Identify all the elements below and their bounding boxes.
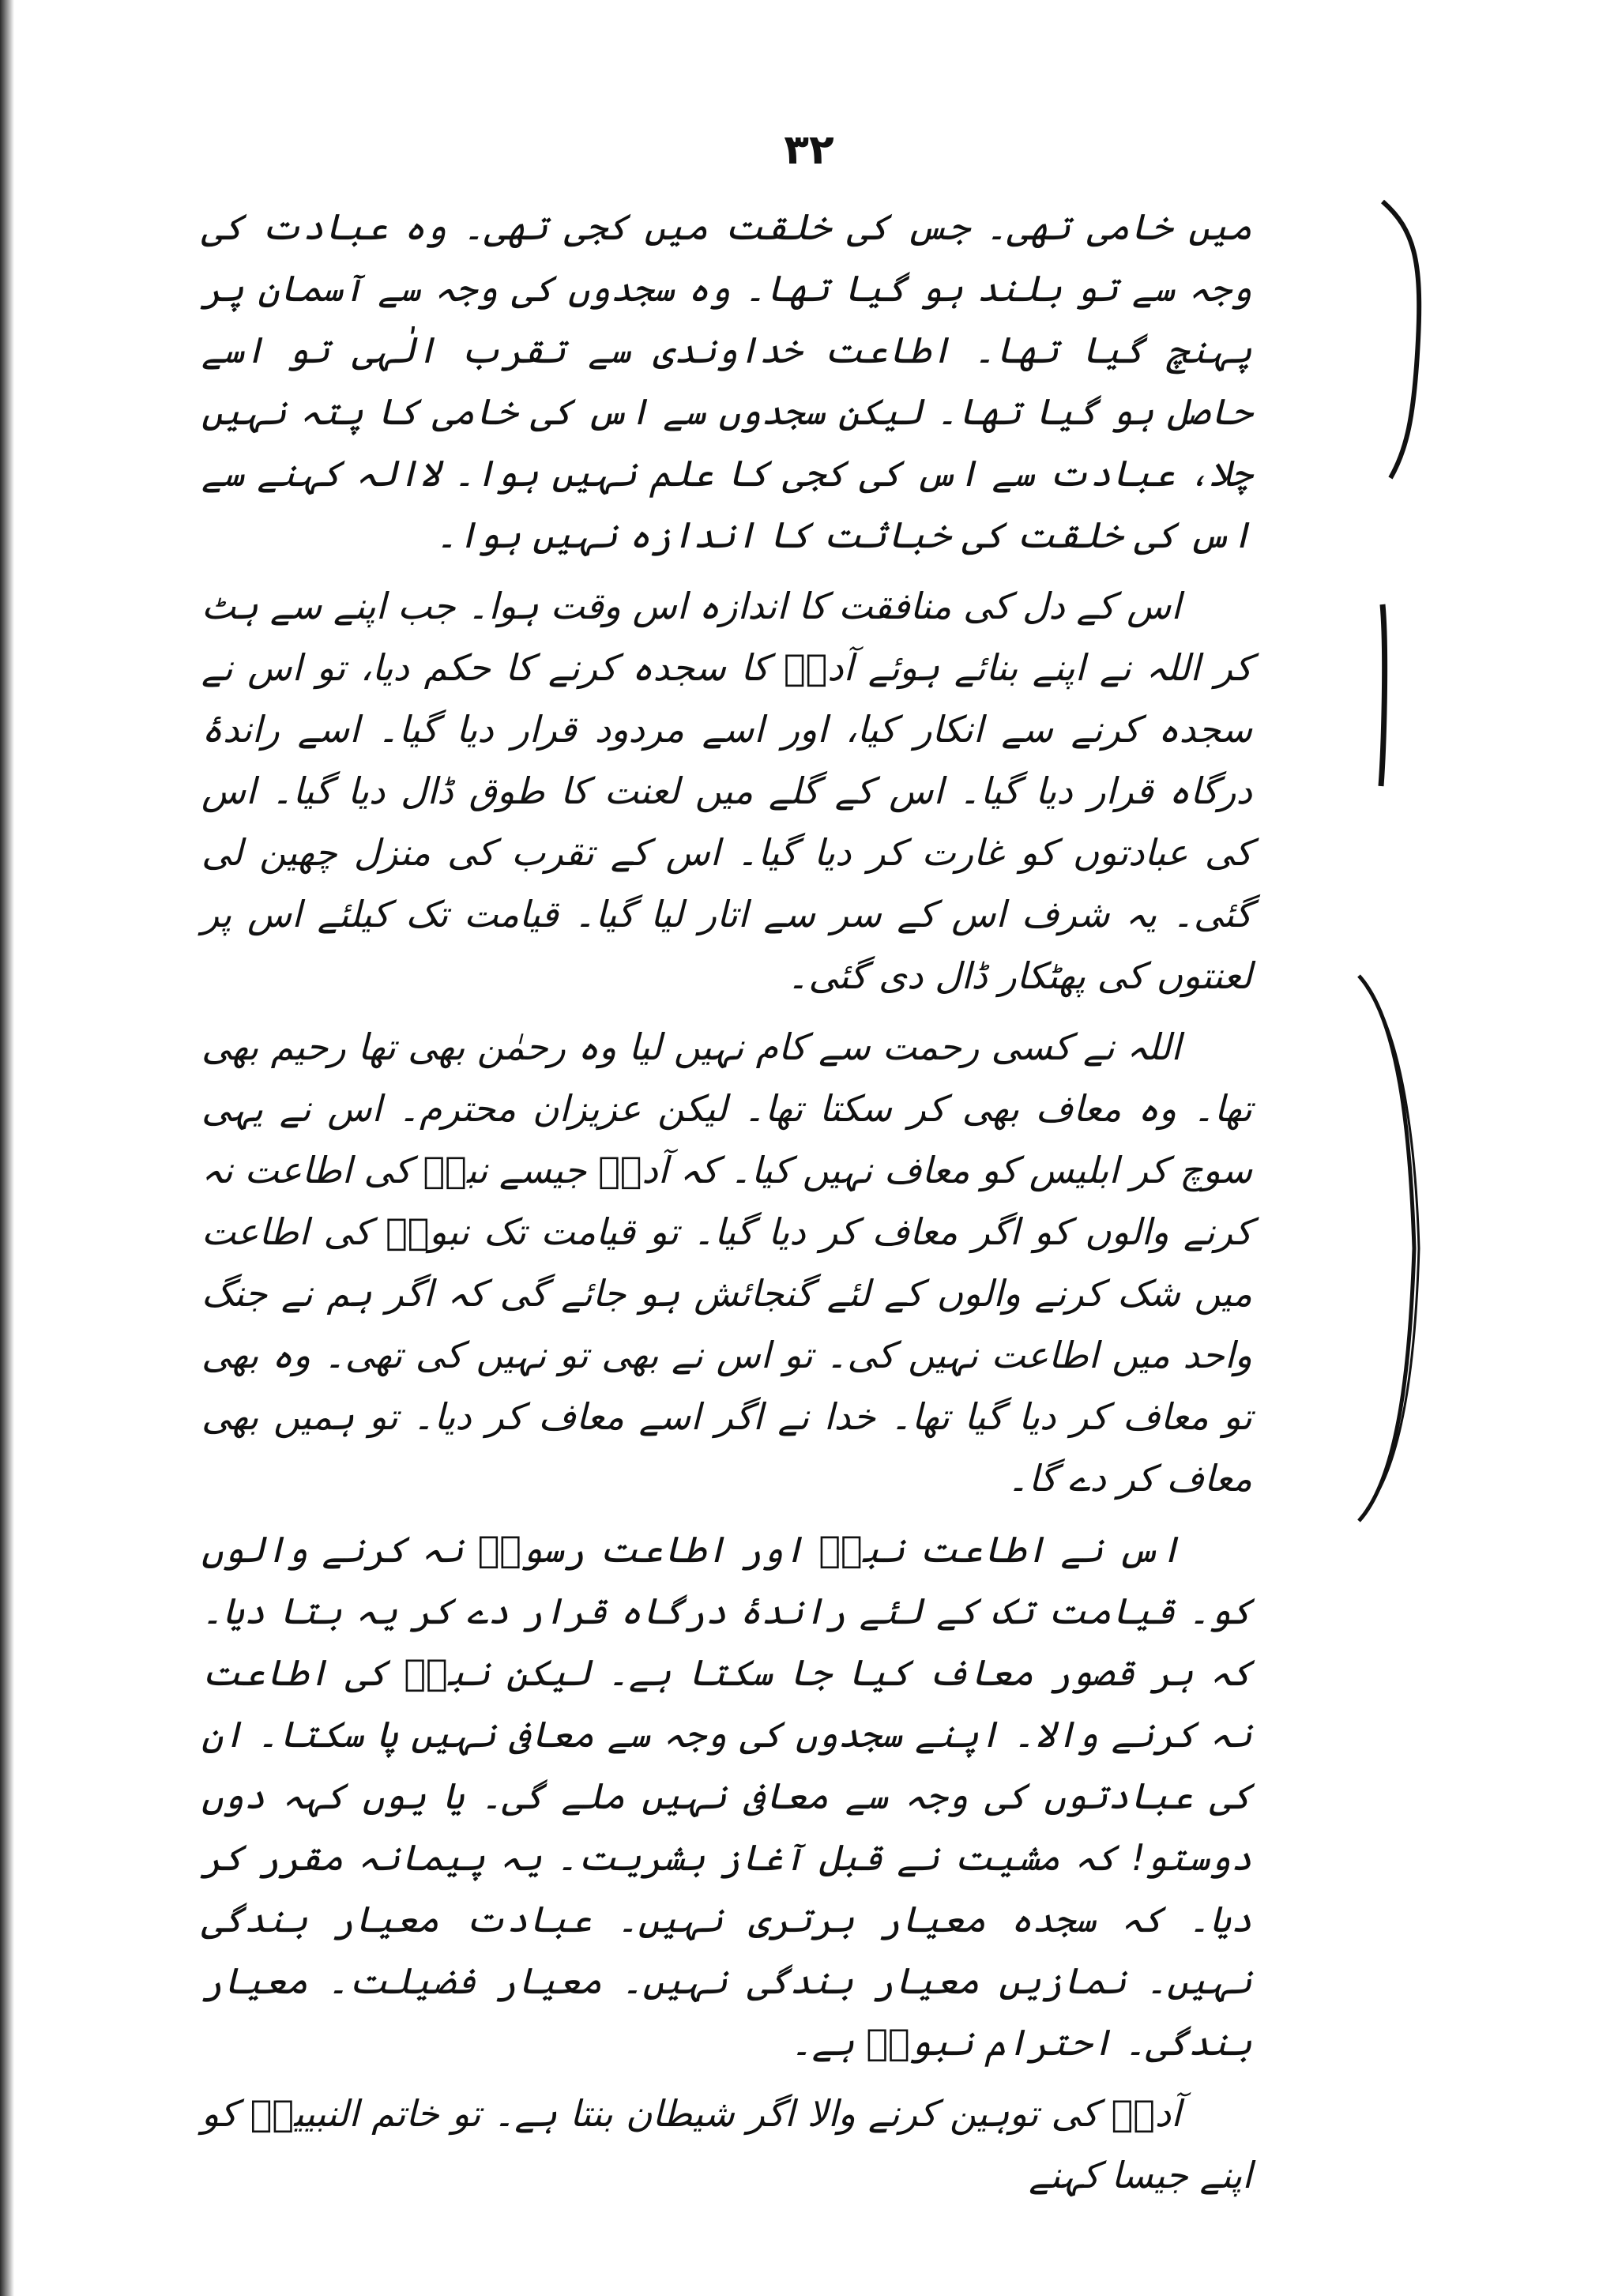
paragraph-2: اس کے دل کی منافقت کا اندازہ اس وقت ہوا۔ جب اپنے سے ہٹ کر اللہ نے اپنے بنائے ہوئے آدمؑ کا سجدہ کرنے کا حکم دیا، تو اس نے سجدہ کرنے سے انکار کیا، اور اسے مردود قرار دیا گیا۔ اسے راندۂ درگاہ قرار دیا گیا۔ اس کے گلے میں لعنت کا طوق ڈال دیا گیا۔ اس کی عبادتوں کو غارت کر دیا گیا۔ اس کے تقرب کی منزل چھین لی گئی۔ یہ شرف اس کے سر سے اتار لیا گیا۔ قیامت تک کیلئے اس پر لعنتوں کی پھٹکار ڈال دی گئی۔ — [201, 585, 1252, 997]
margin-brace-3 — [1343, 972, 1438, 1525]
page-number: ۳۲ — [784, 126, 834, 174]
body-text — [201, 196, 1252, 2215]
margin-brace-2 — [1359, 600, 1422, 790]
paragraph-3: اللہ نے کسی رحمت سے کام نہیں لیا وہ رحمٰن بھی تھا رحیم بھی تھا۔ وہ معاف بھی کر سکتا تھا۔ لیکن عزیزان محترم۔ اس نے یہی سوچ کر ابلیس کو معاف نہیں کیا۔ کہ آدمؑ جیسے نبیؑ کی اطاعت نہ کرنے والوں کو اگر معاف کر دیا گیا۔ تو قیامت تک نبوتؐ کی اطاعت میں شک کرنے والوں کے لئے گنجائش ہو جائے گی کہ اگر ہم نے جنگ واحد میں اطاعت نہیں کی۔ تو اس نے بھی تو نہیں کی تھی۔ وہ بھی تو معاف کر دیا گیا تھا۔ خدا نے اگر اسے معاف کر دیا۔ تو ہمیں بھی معاف کر دے گا۔ — [201, 1026, 1252, 1500]
paragraph-4: اس نے اطاعت نبیؐ اور اطاعت رسولؐ نہ کرنے والوں کو۔ قیامت تک کے لئے راندۂ درگاہ قرار دے کر یہ بتا دیا۔ کہ ہر قصور معاف کیا جا سکتا ہے۔ لیکن نبیؐ کی اطاعت نہ کرنے والا۔ اپنے سجدوں کی وجہ سے معافی نہیں پا سکتا۔ ان کی عبادتوں کی وجہ سے معافی نہیں ملے گی۔ یا یوں کہہ دوں دوستو! کہ مشیت نے قبل آغاز بشریت۔ یہ پیمانہ مقرر کر دیا۔ کہ سجدہ معیار برتری نہیں۔ عبادت معیار بندگی نہیں۔ نمازیں معیار بندگی نہیں۔ معیار فضیلت۔ معیار بندگی۔ احترام نبوتؐ ہے۔ — [201, 1528, 1252, 2064]
margin-brace-1 — [1375, 198, 1438, 482]
paragraph-5: آدمؑ کی توہین کرنے والا اگر شیطان بنتا ہے۔ تو خاتم النبیینؐ کو اپنے جیسا کہنے — [201, 2092, 1252, 2196]
paragraph-1: میں خامی تھی۔ جس کی خلقت میں کجی تھی۔ وہ عبادت کی وجہ سے تو بلند ہو گیا تھا۔ وہ سجدوں کی وجہ سے آسمان پر پہنچ گیا تھا۔ اطاعت خداوندی سے تقرب الٰہی تو اسے حاصل ہو گیا تھا۔ لیکن سجدوں سے اس کی خامی کا پتہ نہیں چلا، عبادت سے اس کی کجی کا علم نہیں ہوا۔ لاالہ کہنے سے اس کی خلقت کی خباثت کا اندازہ نہیں ہوا۔ — [201, 205, 1252, 556]
scan-edge-shadow — [0, 0, 14, 2296]
